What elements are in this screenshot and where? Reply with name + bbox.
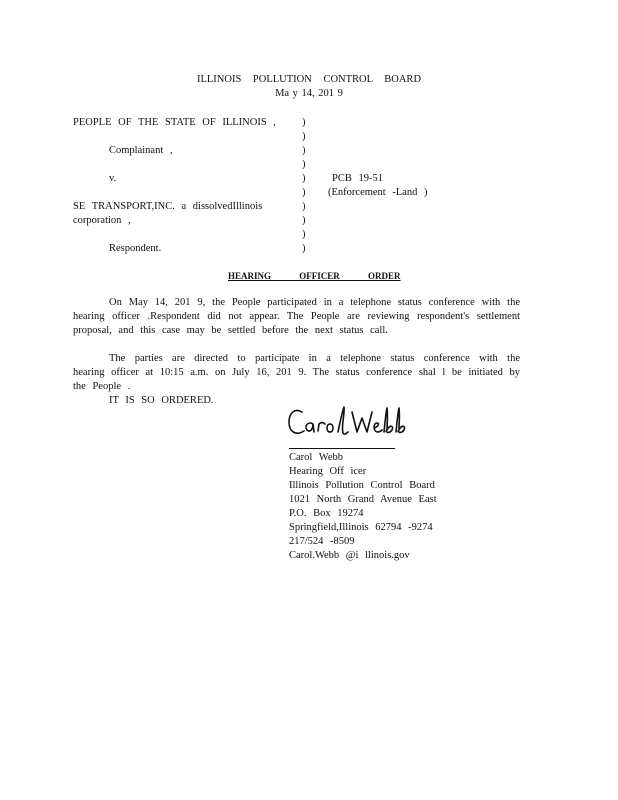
caption-paren: ) xyxy=(302,131,306,142)
case-number: PCB 19-51 xyxy=(332,173,383,184)
signer-email: Carol.Webb @i llinois.gov xyxy=(289,550,410,561)
caption-paren: ) xyxy=(302,145,306,156)
defendant-description: corporation , xyxy=(73,215,131,226)
caption-paren: ) xyxy=(302,201,306,212)
agency-name: ILLINOIS POLLUTION CONTROL BOARD xyxy=(196,74,422,85)
signer-phone: 217/524 -8509 xyxy=(289,536,355,547)
plaintiff-name: PEOPLE OF THE STATE OF ILLINOIS , xyxy=(73,117,276,128)
caption-paren: ) xyxy=(302,187,306,198)
signer-po-box: P.O. Box 19274 xyxy=(289,508,364,519)
caption-paren: ) xyxy=(302,243,306,254)
order-title: HEARING OFFICER ORDER xyxy=(228,271,401,281)
body-paragraph-1: On May 14, 201 9, the People participated in a telephone status conference with the hearing officer .Respondent did not appear. The People are reviewing respondent's settlement proposal, and this case may be settled before the next status call. xyxy=(73,297,520,336)
defendant-name: SE TRANSPORT,INC. a dissolvedIllinois xyxy=(73,201,263,212)
signer-name: Carol Webb xyxy=(289,452,343,463)
respondent-label: Respondent. xyxy=(109,243,162,254)
caption-paren: ) xyxy=(302,173,306,184)
versus-label: v. xyxy=(109,173,117,184)
signature-line xyxy=(289,448,395,449)
case-type: (Enforcement -Land ) xyxy=(328,187,428,198)
handwritten-signature xyxy=(286,402,416,446)
signer-city-state-zip: Springfield,Illinois 62794 -9274 xyxy=(289,522,433,533)
signer-street-address: 1021 North Grand Avenue East xyxy=(289,494,437,505)
signer-agency: Illinois Pollution Control Board xyxy=(289,480,435,491)
caption-paren: ) xyxy=(302,229,306,240)
caption-parentheses xyxy=(302,116,312,256)
signature-block xyxy=(289,451,437,563)
complainant-label: Complainant , xyxy=(109,145,173,156)
caption-paren: ) xyxy=(302,117,306,128)
order-date: Ma y 14, 201 9 xyxy=(275,88,343,99)
signer-title: Hearing Off icer xyxy=(289,466,367,477)
closing-statement: IT IS SO ORDERED. xyxy=(109,395,214,406)
body-paragraph-2: The parties are directed to participate in a telephone status conference with the hearing officer at 10:15 a.m. on July 16, 201 9. The status conference shal l be initiated by the People . xyxy=(73,353,520,392)
caption-paren: ) xyxy=(302,215,306,226)
caption-paren: ) xyxy=(302,159,306,170)
